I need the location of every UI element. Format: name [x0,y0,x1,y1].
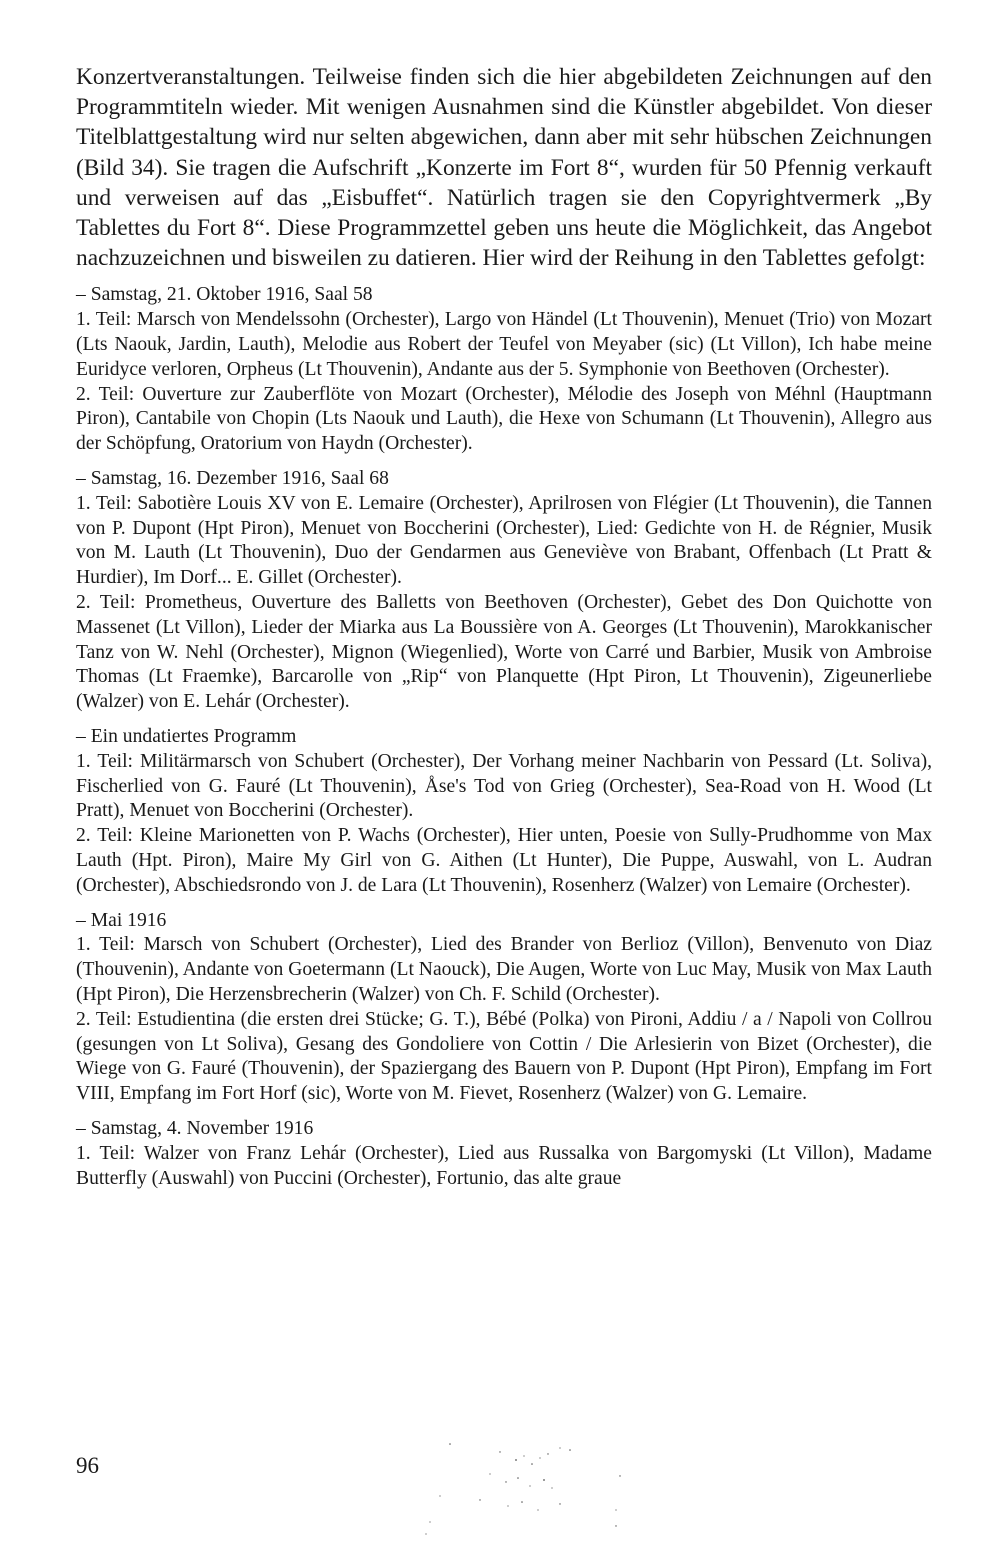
entry-date: – Ein undatiertes Programm [76,725,297,747]
entry-part: 1. Teil: Militärmarsch von Schubert (Orchester), Der Vorhang meiner Nachbarin von Pessard (Lt. Soliva), Fischerlied von G. Fauré (Lt Thouvenin), Åse's Tod von Grieg (Orchester), Sea-Road von H. Wood (Lt Pratt), Menuet von Boccherini (Orchester). [76,750,932,822]
program-entry [76,909,932,1107]
entry-part: 1. Teil: Walzer von Franz Lehár (Orchester), Lied aus Russalka von Bargomyski (Lt Villon), Madame Butterfly (Auswahl) von Puccini (Orchester), Fortunio, das alte graue [76,1142,932,1189]
program-entry [76,725,932,899]
entry-part: 1. Teil: Sabotière Louis XV von E. Lemaire (Orchester), Aprilrosen von Flégier (Lt Thouvenin), die Tannen von P. Dupont (Hpt Piron), Menuet von Boccherini (Orchester), Lied: Gedichte von H. de Régnier, Musik von M. Lauth (Lt Thouvenin), Duo der Gendarmen aus Geneviève von Brabant, Offenbach (Lt Pratt & Hurdier), Im Dorf... E. Gillet (Orchester). [76,492,932,589]
entry-part: 2. Teil: Kleine Marionetten von P. Wachs (Orchester), Hier unten, Poesie von Sully-Prudhomme von Max Lauth (Hpt. Piron), Maire My Girl von G. Aithen (Lt Hunter), Die Puppe, Auswahl, von L. Audran (Orchester), Abschiedsrondo von J. de Lara (Lt Thouvenin), Rosenherz (Walzer) von Lemaire (Orchester). [76,825,932,896]
entry-part: 1. Teil: Marsch von Schubert (Orchester), Lied des Brander von Berlioz (Villon), Benvenuto von Diaz (Thouvenin), Andante von Goetermann (Lt Naouck), Die Augen, Worte von Luc May, Musik von Max Lauth (Hpt Piron), Die Herzensbrecherin (Walzer) von Ch. F. Schild (Orchester). [76,934,933,1005]
program-entry [76,467,932,715]
program-entry [76,283,932,457]
page-body [76,62,932,1201]
scan-speckle [420,1430,640,1540]
entry-part: 2. Teil: Prometheus, Ouverture des Balletts von Beethoven (Orchester), Gebet des Don Quichotte von Massenet (Lt Villon), Lieder der Miarka aus La Boussière von A. Georges (Lt Thouvenin), Marokkanischer Tanz von W. Nehl (Orchester), Mignon (Wiegenlied), Worte von Carré und Barbier, Musik von Ambroise Thomas (Lt Fraemke), Barcarolle von „Rip“ von Planquette (Hpt Piron, Lt Thouvenin), Zigeunerliebe (Walzer) von E. Lehár (Orchester). [76,591,932,713]
intro-paragraph: Konzertveranstaltungen. Teilweise finden sich die hier abgebildeten Zeichnungen auf den Programmtiteln wieder. Mit wenigen Ausnahmen sind die Künstler abgebildet. Von dieser Titelblattgestaltung wird nur selten abgewichen, dann aber mit sehr hübschen Zeichnungen (Bild 34). Sie tragen die Aufschrift „Konzerte im Fort 8“, wurden für 50 Pfennig verkauft und verweisen auf das „Eisbuffet“. Natürlich tragen sie den Copyrightvermerk „By Tablettes du Fort 8“. Diese Programmzettel geben uns heute die Möglichkeit, das Angebot nachzuzeichnen und bisweilen zu datieren. Hier wird der Reihung in den Tablettes gefolgt: [76,64,932,272]
entry-part: 2. Teil: Ouverture zur Zauberflöte von Mozart (Orchester), Mélodie des Joseph von Méhnl (Hauptmann Piron), Cantabile von Chopin (Lts Naouk und Lauth), die Hexe von Schumann (Lt Thouvenin), Allegro aus der Schöpfung, Oratorium von Haydn (Orchester). [76,383,932,455]
entry-date: – Samstag, 21. Oktober 1916, Saal 58 [76,284,373,306]
entry-date: – Samstag, 16. Dezember 1916, Saal 68 [76,468,389,489]
entry-date: – Samstag, 4. November 1916 [76,1117,314,1139]
entry-date: – Mai 1916 [76,909,167,931]
entry-part: 2. Teil: Estudientina (die ersten drei Stücke; G. T.), Bébé (Polka) von Pironi, Addiu / a / Napoli von Collrou (gesungen von Lt Soliva), Gesang des Gondoliere von Cottin / Die Arlesierin von Bizet (Orchester), die Wiege von G. Fauré (Thouvenin), der Spaziergang des Bauern von P. Dupont (Hpt Piron), Empfang im Fort VIII, Empfang im Fort Horf (sic), Worte von M. Fievet, Rosenherz (Walzer) von G. Lemaire. [76,1008,932,1105]
page-number: 96 [76,1453,99,1478]
program-entry [76,1117,932,1191]
entry-part: 1. Teil: Marsch von Mendelssohn (Orchester), Largo von Händel (Lt Thouvenin), Menuet (Trio) von Mozart (Lts Naouk, Jardin, Lauth), Melodie aus Robert der Teufel von Meyaber (sic) (Lt Villon), Ich habe meine Euridyce verloren, Orpheus (Lt Thouvenin), Andante aus der 5. Symphonie von Beethoven (Orchester). [76,309,932,380]
